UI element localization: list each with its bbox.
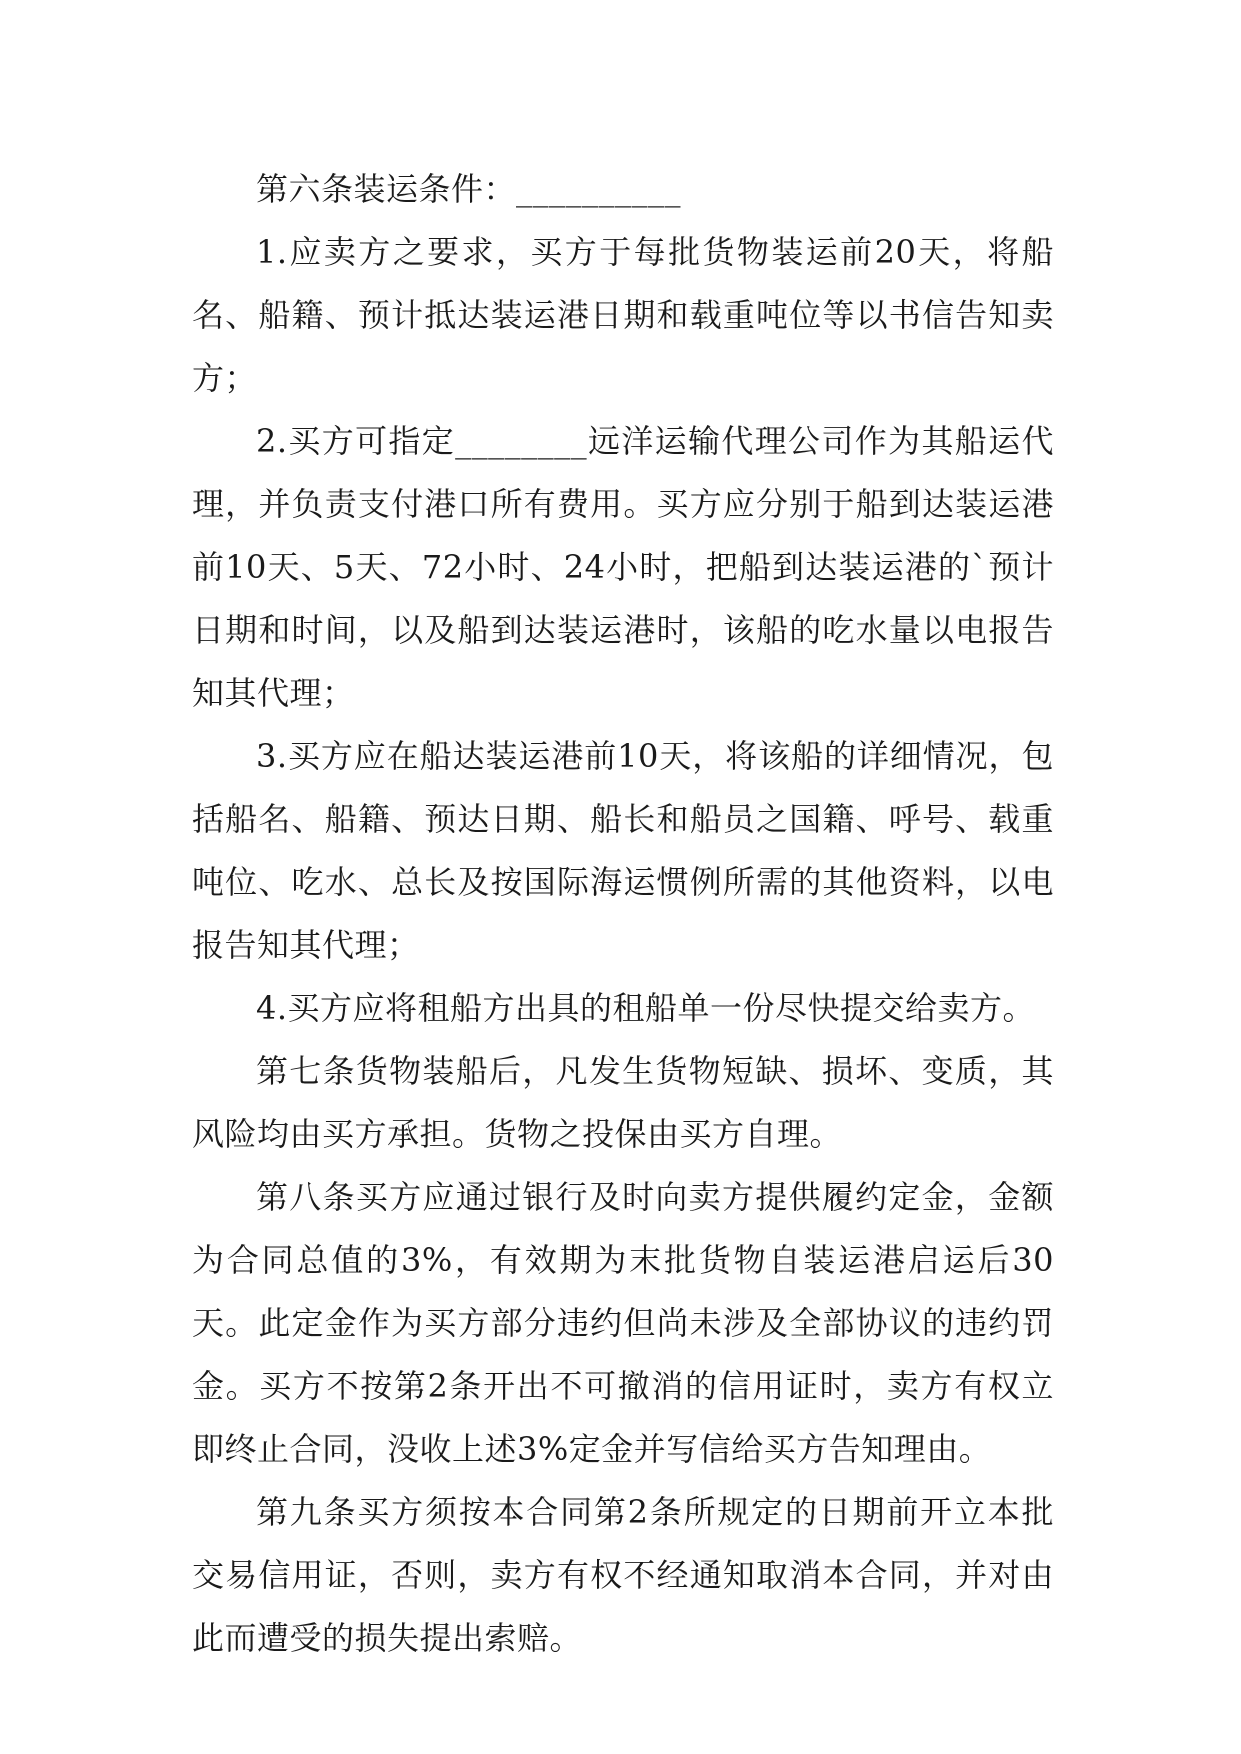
document-body — [192, 158, 1054, 1670]
clause-6-item-4: 4.买方应将租船方出具的租船单一份尽快提交给卖方。 — [256, 989, 1036, 1027]
clause-6-item-2: 2.买方可指定________远洋运输代理公司作为其船运代理，并负责支付港口所有费用。买方应分别于船到达装运港前10天、5天、72小时、24小时，把船到达装运港的`预计日期和时间，以及船到达装运港时，该船的吃水量以电报告知其代理； — [192, 422, 1054, 712]
clause-9: 第九条买方须按本合同第2条所规定的日期前开立本批交易信用证，否则，卖方有权不经通知取消本合同，并对由此而遭受的损失提出索赔。 — [192, 1493, 1054, 1657]
clause-7: 第七条货物装船后，凡发生货物短缺、损坏、变质，其风险均由买方承担。货物之投保由买方自理。 — [192, 1052, 1054, 1153]
clause-8: 第八条买方应通过银行及时向卖方提供履约定金，金额为合同总值的3%，有效期为末批货物自装运港启运后30天。此定金作为买方部分违约但尚未涉及全部协议的违约罚金。买方不按第2条开出不可撤消的信用证时，卖方有权立即终止合同，没收上述3%定金并写信给买方告知理由。 — [192, 1178, 1054, 1468]
clause-6-heading: 第六条装运条件：__________ — [256, 170, 682, 208]
clause-6-item-1: 1.应卖方之要求，买方于每批货物装运前20天，将船名、船籍、预计抵达装运港日期和载重吨位等以书信告知卖方； — [192, 233, 1054, 397]
clause-6-item-3: 3.买方应在船达装运港前10天，将该船的详细情况，包括船名、船籍、预达日期、船长和船员之国籍、呼号、载重吨位、吃水、总长及按国际海运惯例所需的其他资料，以电报告知其代理； — [192, 737, 1054, 964]
